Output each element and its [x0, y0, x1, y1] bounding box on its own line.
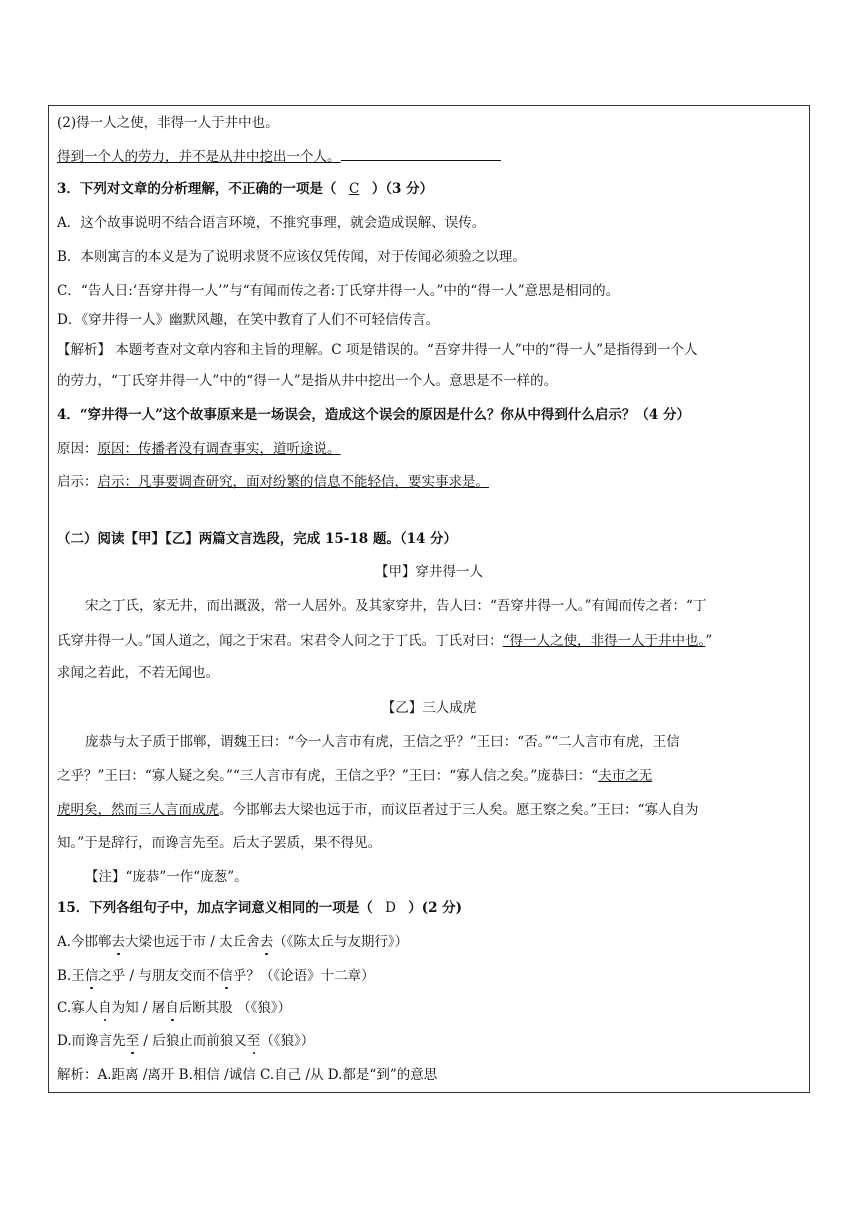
q2-answer: 得到一个人的劳力，并不是从井中挖出一个人。 — [57, 149, 341, 165]
dotted-char: 去 — [259, 934, 274, 950]
q4-reason-answer: 原因：传播者没有调查事实，道听途说。 — [97, 441, 341, 457]
q3-option-d: D．《穿井得一人》幽默风趣，在笑中教育了人们不可轻信传言。 — [57, 312, 440, 328]
q3-option-c: C．“告人日:‘吾穿井得一人’”与“有闻而传之者:丁氏穿井得一人。”中的“得一人”意思是相同的。 — [57, 283, 620, 299]
dotted-char: 去 — [111, 934, 126, 950]
passage-yi-line1: 庞恭与太子质于邯郸，谓魏王曰：“今一人言市有虎，王信之乎？”王曰：“否。”“二人言市有虎，王信 — [85, 734, 680, 750]
passage-jia-title: 【甲】穿井得一人 — [375, 564, 483, 580]
dotted-char: 自 — [165, 1000, 179, 1016]
q3-option-b: B．本则寓言的本义是为了说明求贤不应该仅凭传闻，对于传闻必须验之以理。 — [57, 249, 526, 265]
passage-jia-line2-text: 氏穿井得一人。”国人道之，闻之于宋君。宋君令人问之于丁氏。丁氏对曰： — [57, 633, 503, 649]
q15-analysis: 解析：A.距离 /离开 B.相信 /诚信 C.自己 /从 D.都是“到”的意思 — [57, 1067, 438, 1083]
q15-stem-points: ）(2 分) — [408, 900, 463, 916]
passage-yi-line3 — [57, 801, 699, 819]
q4-lesson-answer: 启示：凡事要调查研究，面对纷繁的信息不能轻信，要实事求是。 — [97, 474, 489, 490]
q3-stem-points: ）（3 分） — [371, 181, 434, 197]
passage-yi-title: 【乙】三人成虎 — [381, 700, 477, 716]
q3-analysis-line1: 【解析】 本题考查对文章内容和主旨的理解。C 项是错误的。“吾穿井得一人”中的“得一人”是指得到一个人 — [57, 342, 698, 358]
option-text: 之乎 / 与朋友交而不 — [98, 968, 220, 984]
section2-header: （二）阅读【甲】【乙】两篇文言选段，完成 15-18 题。（14 分） — [57, 531, 458, 547]
q4-stem: 4．“穿井得一人”这个故事原来是一场误会，造成这个误会的原因是什么？你从中得到什么启示？（4 分） — [57, 407, 691, 423]
option-text: B.王 — [57, 968, 85, 984]
q3-answer: C — [348, 181, 360, 197]
option-text: 为知 / 屠 — [111, 1000, 166, 1016]
q4-lesson-label: 启示： — [57, 474, 98, 490]
q15-stem-text: 15．下列各组句子中，加点字词意义相同的一项是（ — [57, 900, 373, 916]
passage-yi-underlined-1: 夫市之无 — [598, 768, 653, 784]
q3-stem — [57, 180, 433, 198]
passage-yi-underlined-2: 虎明矣，然而三人言而成虎 — [57, 802, 219, 818]
q15-answer: D — [385, 900, 396, 916]
passage-yi-line2-text: 之乎？”王曰：“寡人疑之矣。”“三人言市有虎，王信之乎？”王曰：“寡人信之矣。”庞恭曰：“ — [57, 768, 599, 784]
passage-jia-line2 — [57, 632, 712, 650]
dotted-char: 信 — [84, 968, 99, 984]
q15-option-d — [57, 1032, 314, 1050]
q4-reason-label: 原因： — [57, 441, 98, 457]
passage-yi-line2 — [57, 767, 652, 785]
option-text: 后断其股 （《狼》） — [178, 1000, 292, 1016]
passage-jia-line3: 求闻之若此，不若无闻也。 — [57, 665, 219, 681]
q2-answer-line — [57, 146, 501, 166]
dotted-char: 自 — [98, 1000, 112, 1016]
q3-stem-text: 3．下列对文章的分析理解，不正确的一项是（ — [57, 181, 337, 197]
passage-jia-close-quote: ” — [705, 633, 713, 649]
option-text: （《陈太丘与友期行》） — [273, 934, 409, 950]
passage-jia-underlined: “得一人之使，非得一人于井中也。 — [502, 633, 706, 649]
passage-yi-line4: 知。”于是辞行，而谗言先至。后太子罢质，果不得见。 — [57, 835, 382, 851]
option-text: （《狼》） — [260, 1033, 315, 1049]
passage-jia-line1: 宋之丁氏，家无井，而出溉汲，常一人居外。及其家穿井，告人曰：“吾穿井得一人。”有闻而传之者：“丁 — [85, 598, 707, 614]
dotted-char: 至 — [125, 1033, 140, 1049]
passage-yi-line3-text: 。今邯郸去大梁也远于市，而议臣者过于三人矣。愿王察之矣。”王曰：“寡人自为 — [219, 802, 699, 818]
option-text: D.而谗言先 — [57, 1033, 126, 1049]
option-text: A.今邯郸 — [57, 934, 112, 950]
q3-analysis-line2: 的劳力，“丁氏穿井得一人”中的“得一人”是指从井中挖出一个人。意思是不一样的。 — [57, 373, 558, 389]
q15-option-b — [57, 967, 375, 985]
answer-blank — [341, 146, 501, 161]
dotted-char: 信 — [219, 968, 233, 984]
q15-option-a — [57, 933, 408, 951]
q4-lesson — [57, 473, 489, 491]
q15-option-c — [57, 999, 291, 1017]
option-text: 大梁也远于市 / 太丘舍 — [125, 934, 260, 950]
passage-note: 【注】“庞恭”一作“庞葱”。 — [85, 869, 248, 885]
q3-option-a: A．这个故事说明不结合语言环境，不推究事理，就会造成误解、误传。 — [57, 215, 486, 231]
option-text: 乎？（《论语》十二章） — [232, 968, 375, 984]
option-text: / 后狼止而前狼又 — [139, 1033, 247, 1049]
q15-stem — [57, 899, 462, 917]
q4-reason — [57, 440, 341, 458]
dotted-char: 至 — [246, 1033, 261, 1049]
q2-item: (2)得一人之使，非得一人于井中也。 — [57, 115, 279, 131]
option-text: C.寡人 — [57, 1000, 99, 1016]
